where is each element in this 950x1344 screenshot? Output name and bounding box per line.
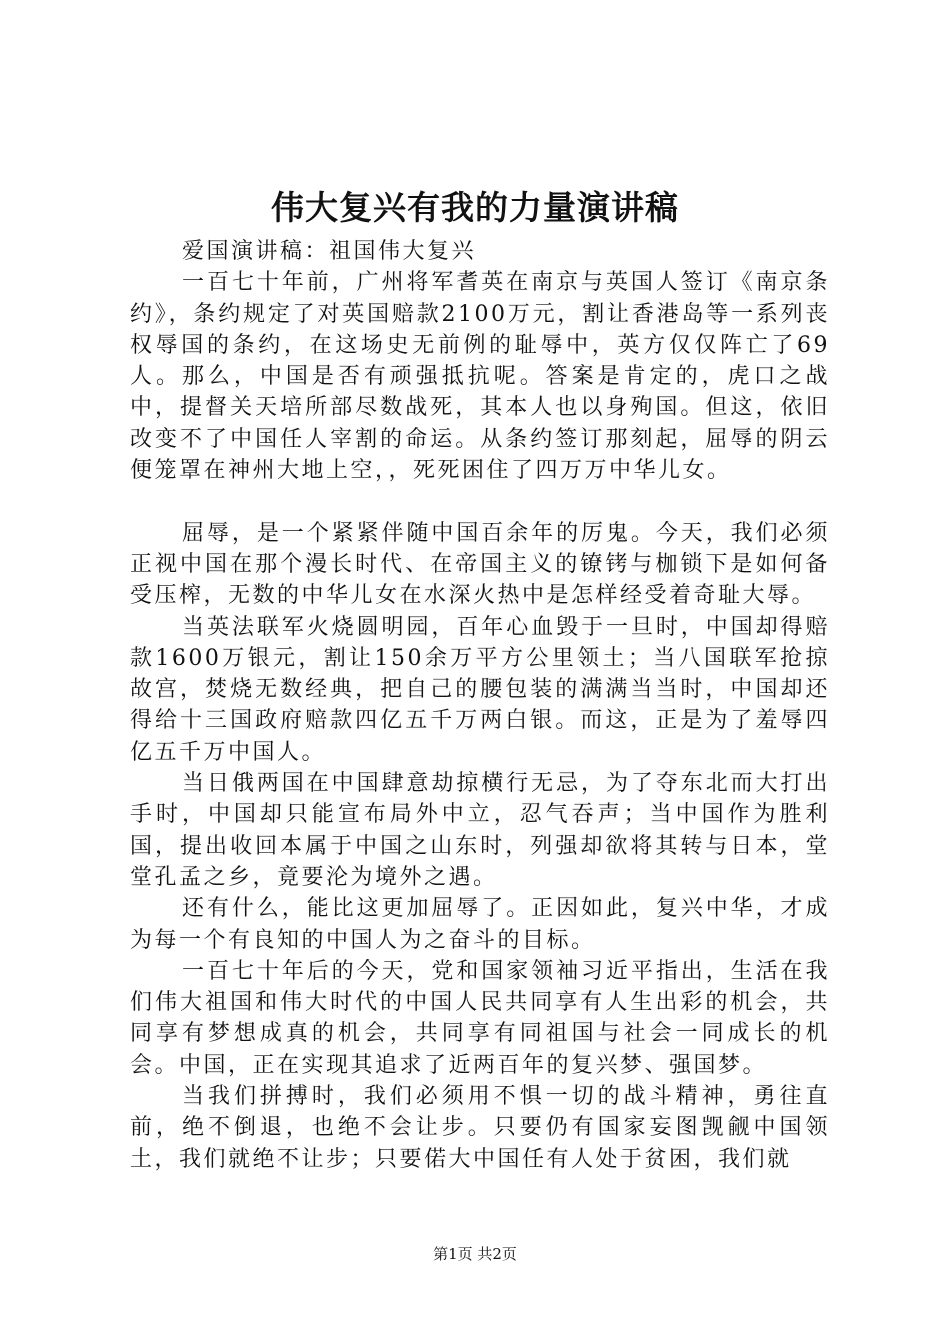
paragraph-2: 屈辱，是一个紧紧伴随中国百余年的厉鬼。今天，我们必须正视中国在那个漫长时代、在帝国主义的镣铐与枷锁下是如何备受压榨，无数的中华儿女在水深火热中是怎样经受着奇耻大辱。: [130, 520, 830, 609]
paragraph-3: 当英法联军火烧圆明园，百年心血毁于一旦时，中国却得赔款1600万银元，割让150余万平方公里领土；当八国联军抢掠故宫，焚烧无数经典，把自己的腰包装的满满当当时，中国却还得给十三国政府赔款四亿五千万两白银。而这，正是为了羞辱四亿五千万中国人。: [130, 614, 830, 765]
paragraph-4: 当日俄两国在中国肆意劫掠横行无忌，为了夺东北而大打出手时，中国却只能宣布局外中立，忍气吞声；当中国作为胜利国，提出收回本属于中国之山东时，列强却欲将其转与日本，堂堂孔孟之乡，竟要沦为境外之遇。: [130, 771, 830, 890]
paragraph-5: 还有什么，能比这更加屈辱了。正因如此，复兴中华，才成为每一个有良知的中国人为之奋斗的目标。: [130, 896, 830, 953]
document-title: 伟大复兴有我的力量演讲稿: [271, 188, 679, 227]
document-body: [130, 236, 830, 1175]
paragraph-6: 一百七十年后的今天，党和国家领袖习近平指出，生活在我们伟大祖国和伟大时代的中国人民共同享有人生出彩的机会，共同享有梦想成真的机会，共同享有同祖国与社会一同成长的机会。中国，正在实现其追求了近两百年的复兴梦、强国梦。: [130, 958, 830, 1078]
paragraph-7: 当我们拼搏时，我们必须用不惧一切的战斗精神，勇往直前，绝不倒退，也绝不会让步。只要仍有国家妄图觊觎中国领土，我们就绝不让步；只要偌大中国任有人处于贫困，我们就: [130, 1084, 830, 1172]
paragraph-subtitle: 爱国演讲稿：祖国伟大复兴: [182, 239, 477, 264]
page-footer: 第1页 共2页: [433, 1245, 517, 1263]
paragraph-1: 一百七十年前，广州将军耆英在南京与英国人签订《南京条约》，条约规定了对英国赔款2100万元，割让香港岛等一系列丧权辱国的条约，在这场史无前例的耻辱中，英方仅仅阵亡了69人。那么，中国是否有顽强抵抗呢。答案是肯定的，虎口之战中，提督关天培所部尽数战死，其本人也以身殉国。但这，依旧改变不了中国任人宰割的命运。从条约签订那刻起，屈辱的阴云便笼罩在神州大地上空，，死死困住了四万万中华儿女。: [130, 270, 830, 484]
